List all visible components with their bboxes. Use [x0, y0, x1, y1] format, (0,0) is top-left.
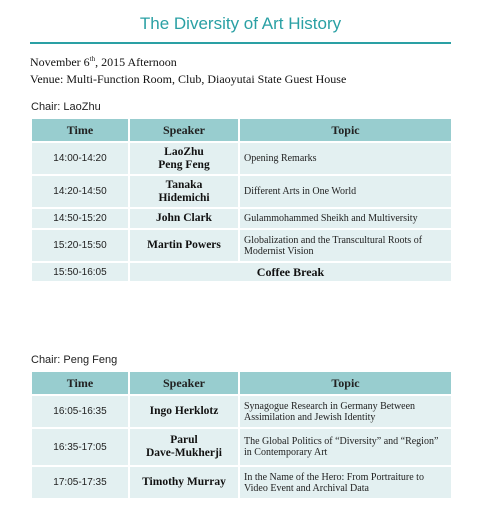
topic-cell: Globalization and the Transcultural Roots of Modernist Vision: [239, 229, 452, 262]
time-cell: 16:35-17:05: [31, 428, 129, 466]
time-cell: 14:00-14:20: [31, 142, 129, 175]
speaker-name: LaoZhu: [164, 145, 204, 158]
break-row: [31, 262, 452, 282]
session2-chair: Chair: Peng Feng: [31, 354, 118, 366]
column-header-time: Time: [31, 371, 129, 395]
time-cell: 16:05-16:35: [31, 395, 129, 428]
speaker-cell: [129, 142, 239, 175]
speaker-name: Dave-Mukherji: [145, 447, 222, 459]
table-row: [31, 428, 452, 466]
time-cell: 15:50-16:05: [31, 262, 129, 282]
column-header-speaker: Speaker: [129, 371, 239, 395]
table-row: [31, 395, 452, 428]
table-row: [31, 142, 452, 175]
session1-chair: Chair: LaoZhu: [31, 101, 101, 113]
time-cell: 15:20-15:50: [31, 229, 129, 262]
date-day: November 6: [30, 55, 90, 69]
speaker-cell: Martin Powers: [129, 229, 239, 262]
title-divider: [30, 42, 451, 44]
topic-cell: The Global Politics of “Diversity” and “Region” in Contemporary Art: [239, 428, 452, 466]
time-cell: 14:20-14:50: [31, 175, 129, 208]
column-header-time: Time: [31, 118, 129, 142]
column-header-speaker: Speaker: [129, 118, 239, 142]
speaker-name: Peng Feng: [158, 158, 210, 171]
column-header-topic: Topic: [239, 371, 452, 395]
table-row: [31, 466, 452, 499]
speaker-name: Parul: [170, 434, 198, 446]
date-ordinal: th: [89, 55, 96, 63]
topic-cell: Gulammohammed Sheikh and Multiversity: [239, 208, 452, 229]
topic-cell: Synagogue Research in Germany Between Assimilation and Jewish Identity: [239, 395, 452, 428]
topic-cell: Different Arts in One World: [239, 175, 452, 208]
date-rest: , 2015 Afternoon: [95, 55, 177, 69]
time-cell: 17:05-17:35: [31, 466, 129, 499]
speaker-cell: [129, 175, 239, 208]
table-row: [31, 229, 452, 262]
table-header-row: [31, 371, 452, 395]
page-title: The Diversity of Art History: [139, 14, 342, 33]
speaker-name: Hidemichi: [158, 191, 210, 204]
table-header-row: [31, 118, 452, 142]
table-row: [31, 175, 452, 208]
session2-table: [30, 370, 453, 500]
topic-cell: Opening Remarks: [239, 142, 452, 175]
table-row: [31, 208, 452, 229]
session1-table: [30, 117, 453, 283]
event-date: [30, 55, 177, 70]
speaker-cell: John Clark: [129, 208, 239, 229]
topic-cell: In the Name of the Hero: From Portraiture to Video Event and Archival Data: [239, 466, 452, 499]
speaker-cell: Ingo Herklotz: [129, 395, 239, 428]
column-header-topic: Topic: [239, 118, 452, 142]
time-cell: 14:50-15:20: [31, 208, 129, 229]
coffee-break-label: Coffee Break: [129, 262, 452, 282]
event-venue: Venue: Multi-Function Room, Club, Diaoyutai State Guest House: [30, 72, 347, 86]
speaker-cell: Timothy Murray: [129, 466, 239, 499]
speaker-cell: [129, 428, 239, 466]
speaker-name: Tanaka: [165, 178, 203, 191]
